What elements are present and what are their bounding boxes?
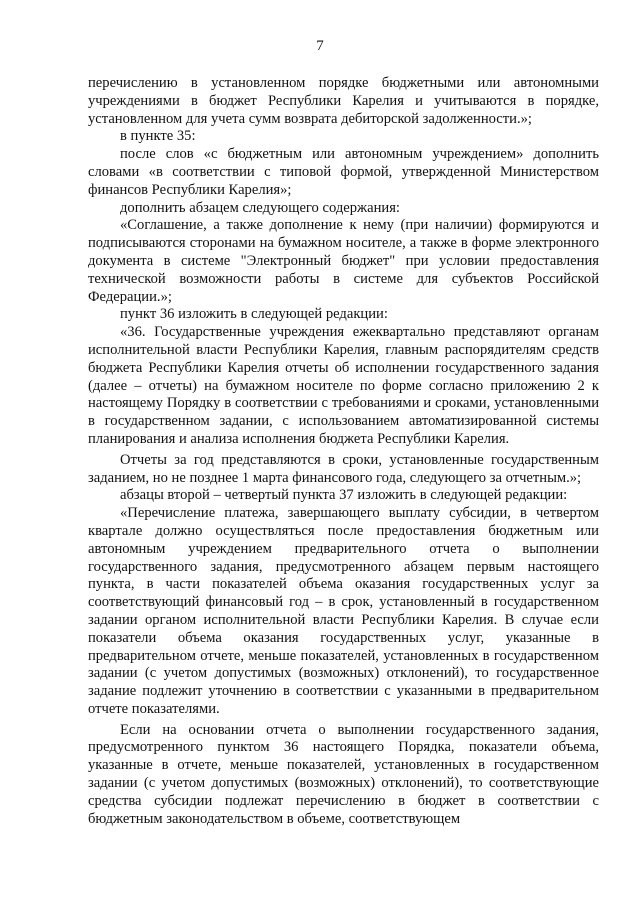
paragraph-10: «Перечисление платежа, завершающего выплату субсидии, в четвертом квартале должно осуществляться после предоставления бюджетным или автономным учреждением предварительного отчета о выполнении государственного задания, предусмотренного абзацем первым настоящего пункта, в части показателей объема оказания государственных услуг за соответствующий финансовый год – в срок, установленный в государственном задании органом исполнительной власти Республики Карелия. В случае если показатели объема оказания государственных услуг, указанные в предварительном отчете, меньше показателей, установленных в государственном задании (с учетом допустимых (возможных) отклонений), то государственное задание подлежит уточнению в соответствии с указанными в предварительном отчете показателями. [88,505,599,717]
paragraph-11: Если на основании отчета о выполнении государственного задания, предусмотренного пунктом 36 настоящего Порядка, показатели объема, указанные в отчете, меньше показателей, установленных в государственном задании (с учетом допустимых (возможных) отклонений), то соответствующие средства субсидии подлежат перечислению в бюджет в соответствии с бюджетным законодательством в объеме, соответствующем [88,721,599,827]
paragraph-3: после слов «с бюджетным или автономным учреждением» дополнить словами «в соответствии с типовой формой, утвержденной Министерством финансов Республики Карелия»; [88,146,599,198]
paragraph-7: «36. Государственные учреждения ежеквартально представляют органам исполнительной власти Республики Карелия, главным распорядителям средств бюджета Республики Карелия отчеты об исполнении государственного задания (далее – отчеты) на бумажном носителе по форме согласно приложению 2 к настоящему Порядку в соответствии с требованиями и сроками, установленными в государственном задании, с использованием автоматизированной системы планирования и анализа исполнения бюджета Республики Карелия. [88,324,599,447]
paragraph-5: «Соглашение, а также дополнение к нему (при наличии) формируются и подписываются сторонами на бумажном носителе, а также в форме электронного документа в системе "Электронный бюджет" при условии предоставления технической возможности работы в системе для субъектов Российской Федерации.»; [88,217,599,305]
paragraph-1: перечислению в установленном порядке бюджетными или автономными учреждениями в бюджет Республики Карелия и учитываются в порядке, установленном для учета сумм возврата дебиторской задолженности.»; [88,75,599,127]
paragraph-6: пункт 36 изложить в следующей редакции: [120,306,388,323]
paragraph-8: Отчеты за год представляются в сроки, установленные государственным заданием, но не позднее 1 марта финансового года, следующего за отчетным.»; [88,451,599,486]
document-body [88,75,599,828]
paragraph-4: дополнить абзацем следующего содержания: [120,199,400,216]
paragraph-2: в пункте 35: [120,128,196,145]
page-number: 7 [316,38,324,54]
paragraph-9: абзацы второй – четвертый пункта 37 изложить в следующей редакции: [120,487,568,504]
